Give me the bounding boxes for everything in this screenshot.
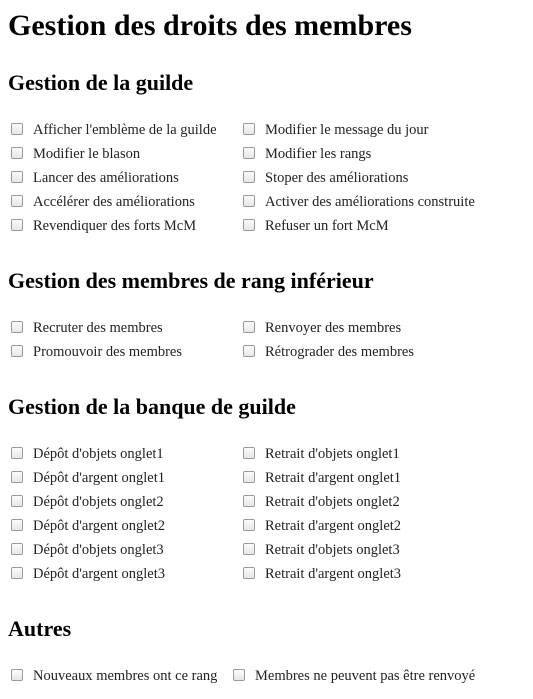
permission-checkbox[interactable] (243, 495, 255, 507)
permission-label: Revendiquer des forts McM (33, 217, 197, 234)
permission-row (8, 562, 528, 586)
permission-label: Accélérer des améliorations (33, 193, 195, 210)
permission-label: Dépôt d'objets onglet3 (33, 541, 164, 558)
permission-option[interactable] (8, 494, 240, 511)
page-title: Gestion des droits des membres (8, 9, 412, 42)
permission-label: Activer des améliorations construite (265, 193, 475, 210)
permission-row (8, 142, 528, 166)
permission-label: Renvoyer des membres (265, 319, 402, 336)
permission-option[interactable] (8, 344, 240, 361)
permission-option[interactable] (8, 566, 240, 583)
permission-row (8, 664, 528, 688)
permission-checkbox[interactable] (243, 195, 255, 207)
permission-checkbox[interactable] (243, 345, 255, 357)
permission-checkbox[interactable] (243, 171, 255, 183)
permission-label: Retrait d'objets onglet1 (265, 445, 400, 462)
permission-label: Lancer des améliorations (33, 169, 179, 186)
permission-checkbox[interactable] (243, 123, 255, 135)
permission-label: Dépôt d'argent onglet1 (33, 469, 166, 486)
guild-permissions-grid (8, 118, 528, 238)
permission-row (8, 214, 528, 238)
permission-checkbox[interactable] (11, 321, 23, 333)
permission-option[interactable] (8, 446, 240, 463)
permission-option[interactable] (8, 122, 240, 139)
permission-label: Promouvoir des membres (33, 343, 183, 360)
permission-row (8, 442, 528, 466)
permission-row (8, 538, 528, 562)
permission-option[interactable] (240, 446, 520, 463)
permission-row (8, 340, 528, 364)
permission-option[interactable] (230, 668, 510, 685)
permission-option[interactable] (240, 122, 520, 139)
permission-option[interactable] (8, 320, 240, 337)
permission-label: Retrait d'objets onglet3 (265, 541, 400, 558)
bank-permissions-grid (8, 442, 528, 586)
permission-checkbox[interactable] (11, 123, 23, 135)
permission-label: Retrait d'argent onglet3 (265, 565, 402, 582)
permission-checkbox[interactable] (243, 543, 255, 555)
permission-label: Retrait d'objets onglet2 (265, 493, 400, 510)
permission-option[interactable] (8, 146, 240, 163)
permission-label: Rétrograder des membres (265, 343, 414, 360)
permission-checkbox[interactable] (11, 519, 23, 531)
permission-label: Nouveaux membres ont ce rang (33, 667, 218, 684)
permission-option[interactable] (8, 470, 240, 487)
permission-option[interactable] (240, 542, 520, 559)
section-title-lower-rank-members: Gestion des membres de rang inférieur (8, 268, 374, 293)
permission-checkbox[interactable] (11, 219, 23, 231)
permission-option[interactable] (240, 320, 520, 337)
permission-checkbox[interactable] (243, 321, 255, 333)
permission-option[interactable] (8, 668, 240, 685)
permission-row (8, 190, 528, 214)
permission-label: Dépôt d'argent onglet3 (33, 565, 166, 582)
permission-checkbox[interactable] (11, 495, 23, 507)
permission-label: Recruter des membres (33, 319, 163, 336)
permission-option[interactable] (8, 194, 240, 211)
permission-option[interactable] (240, 494, 520, 511)
permission-option[interactable] (8, 170, 240, 187)
permission-checkbox[interactable] (11, 447, 23, 459)
permission-option[interactable] (8, 218, 240, 235)
permission-row (8, 490, 528, 514)
permission-checkbox[interactable] (243, 519, 255, 531)
members-permissions-grid (8, 316, 528, 364)
permission-label: Retrait d'argent onglet1 (265, 469, 402, 486)
permission-option[interactable] (240, 218, 520, 235)
permission-checkbox[interactable] (243, 471, 255, 483)
permission-option[interactable] (240, 470, 520, 487)
permission-checkbox[interactable] (11, 567, 23, 579)
permission-checkbox[interactable] (11, 669, 23, 681)
permission-checkbox[interactable] (11, 345, 23, 357)
permission-option[interactable] (240, 344, 520, 361)
permission-row (8, 514, 528, 538)
permission-label: Refuser un fort McM (265, 217, 389, 234)
permission-checkbox[interactable] (11, 471, 23, 483)
permission-checkbox[interactable] (11, 147, 23, 159)
permission-label: Modifier les rangs (265, 145, 372, 162)
permission-label: Membres ne peuvent pas être renvoyé (255, 667, 476, 684)
permission-label: Modifier le message du jour (265, 121, 429, 138)
permission-option[interactable] (240, 518, 520, 535)
permission-checkbox[interactable] (243, 147, 255, 159)
permission-label: Dépôt d'objets onglet1 (33, 445, 164, 462)
permission-checkbox[interactable] (243, 567, 255, 579)
permission-option[interactable] (240, 146, 520, 163)
permission-row (8, 316, 528, 340)
section-title-guild-bank: Gestion de la banque de guilde (8, 394, 296, 419)
permission-option[interactable] (240, 170, 520, 187)
permission-option[interactable] (240, 566, 520, 583)
permission-label: Modifier le blason (33, 145, 141, 162)
permission-label: Afficher l'emblème de la guilde (33, 121, 217, 138)
permission-option[interactable] (8, 518, 240, 535)
other-permissions-grid (8, 664, 528, 688)
permission-checkbox[interactable] (11, 171, 23, 183)
permission-label: Dépôt d'objets onglet2 (33, 493, 164, 510)
permission-option[interactable] (240, 194, 520, 211)
permission-row (8, 466, 528, 490)
permission-checkbox[interactable] (233, 669, 245, 681)
permission-row (8, 166, 528, 190)
permission-label: Dépôt d'argent onglet2 (33, 517, 166, 534)
permission-row (8, 118, 528, 142)
permission-checkbox[interactable] (243, 447, 255, 459)
section-title-others: Autres (8, 616, 72, 641)
permission-checkbox[interactable] (11, 195, 23, 207)
permission-option[interactable] (8, 542, 240, 559)
section-title-guild: Gestion de la guilde (8, 70, 194, 95)
permission-label: Retrait d'argent onglet2 (265, 517, 402, 534)
permission-checkbox[interactable] (11, 543, 23, 555)
permission-label: Stoper des améliorations (265, 169, 409, 186)
permission-checkbox[interactable] (243, 219, 255, 231)
